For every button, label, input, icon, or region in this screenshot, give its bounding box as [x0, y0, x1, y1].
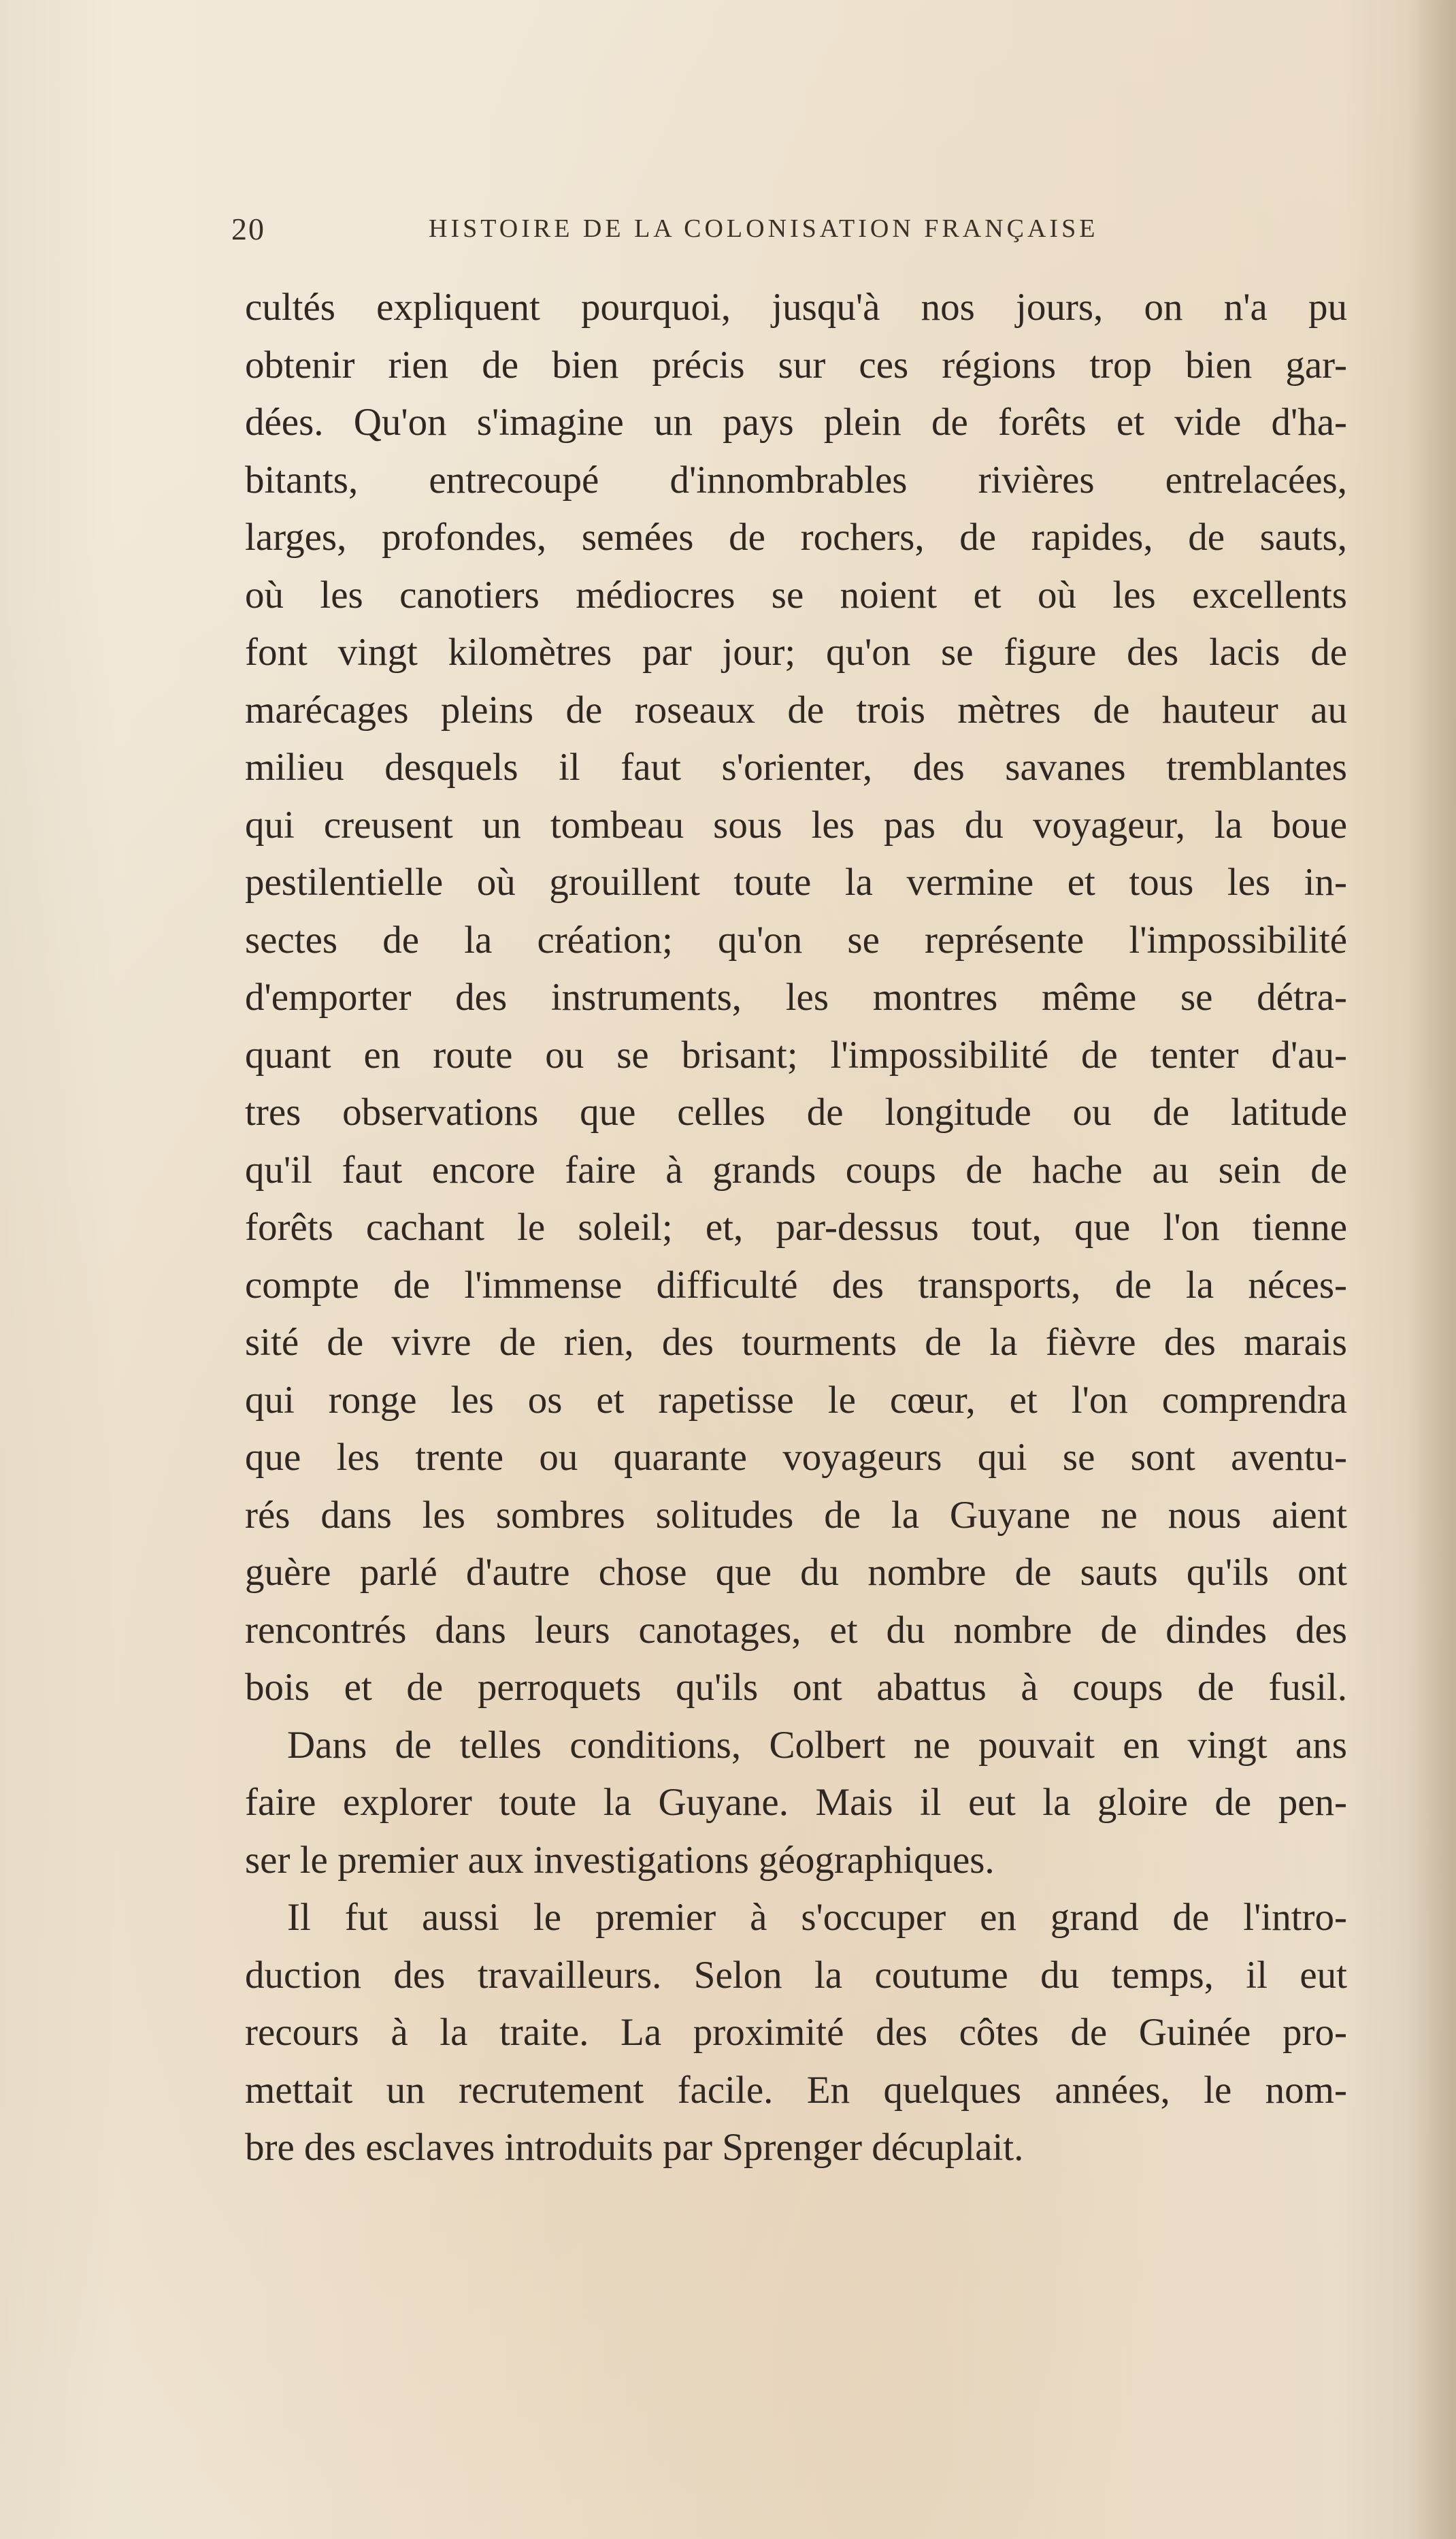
text-line: rencontrés dans leurs canotages, et du nombre de dindes des — [245, 1608, 1347, 1652]
text-line: qui creusent un tombeau sous les pas du voyageur, la boue — [245, 803, 1347, 847]
text-line: milieu desquels il faut s'orienter, des savanes tremblantes — [245, 746, 1347, 789]
paragraph-start-line: Dans de telles conditions, Colbert ne pouvait en vingt ans — [287, 1723, 1347, 1767]
text-line: qui ronge les os et rapetisse le cœur, et l'on comprendra — [245, 1378, 1347, 1422]
text-line: bois et de perroquets qu'ils ont abattus à coups de fusil. — [245, 1666, 1347, 1709]
text-line: que les trente ou quarante voyageurs qui se sont aventu- — [245, 1436, 1347, 1479]
text-line: bitants, entrecoupé d'innombrables rivières entrelacées, — [245, 458, 1347, 502]
text-line: duction des travailleurs. Selon la coutume du temps, il eut — [245, 1953, 1347, 1997]
text-line: font vingt kilomètres par jour; qu'on se figure des lacis de — [245, 631, 1347, 674]
text-line: mettait un recrutement facile. En quelques années, le nom- — [245, 2068, 1347, 2112]
body-text — [245, 279, 1347, 2177]
text-line: sité de vivre de rien, des tourments de la fièvre des marais — [245, 1321, 1347, 1364]
text-line: qu'il faut encore faire à grands coups de hache au sein de — [245, 1148, 1347, 1192]
text-line: forêts cachant le soleil; et, par-dessus tout, que l'on tienne — [245, 1206, 1347, 1249]
text-line: sectes de la création; qu'on se représente l'impossibilité — [245, 918, 1347, 962]
text-line: recours à la traite. La proximité des côtes de Guinée pro- — [245, 2011, 1347, 2054]
paragraph-start-line: Il fut aussi le premier à s'occuper en grand de l'intro- — [287, 1896, 1347, 1939]
text-line: faire explorer toute la Guyane. Mais il eut la gloire de pen- — [245, 1781, 1347, 1824]
text-line: où les canotiers médiocres se noient et où les excellents — [245, 573, 1347, 617]
text-line: quant en route ou se brisant; l'impossibilité de tenter d'au- — [245, 1033, 1347, 1077]
text-line: bre des esclaves introduits par Sprenger décuplait. — [245, 2126, 1024, 2169]
text-line: cultés expliquent pourquoi, jusqu'à nos jours, on n'a pu — [245, 286, 1347, 329]
text-line: guère parlé d'autre chose que du nombre de sauts qu'ils ont — [245, 1551, 1347, 1594]
page-edge-shadow — [1408, 0, 1456, 2539]
text-line: compte de l'immense difficulté des transports, de la néces- — [245, 1263, 1347, 1307]
running-head — [231, 211, 1184, 252]
text-line: ser le premier aux investigations géographiques. — [245, 1838, 995, 1882]
text-line: marécages pleins de roseaux de trois mètres de hauteur au — [245, 688, 1347, 732]
text-line: d'emporter des instruments, les montres même se détra- — [245, 976, 1347, 1019]
text-line: dées. Qu'on s'imagine un pays plein de forêts et vide d'ha- — [245, 401, 1347, 444]
text-line: rés dans les sombres solitudes de la Guyane ne nous aient — [245, 1493, 1347, 1537]
text-line: tres observations que celles de longitude ou de latitude — [245, 1091, 1347, 1134]
page-number: 20 — [231, 212, 265, 246]
text-line: pestilentielle où grouillent toute la vermine et tous les in- — [245, 861, 1347, 904]
running-title: HISTOIRE DE LA COLONISATION FRANÇAISE — [429, 214, 1099, 243]
text-line: obtenir rien de bien précis sur ces régions trop bien gar- — [245, 343, 1347, 387]
text-line: larges, profondes, semées de rochers, de rapides, de sauts, — [245, 516, 1347, 559]
